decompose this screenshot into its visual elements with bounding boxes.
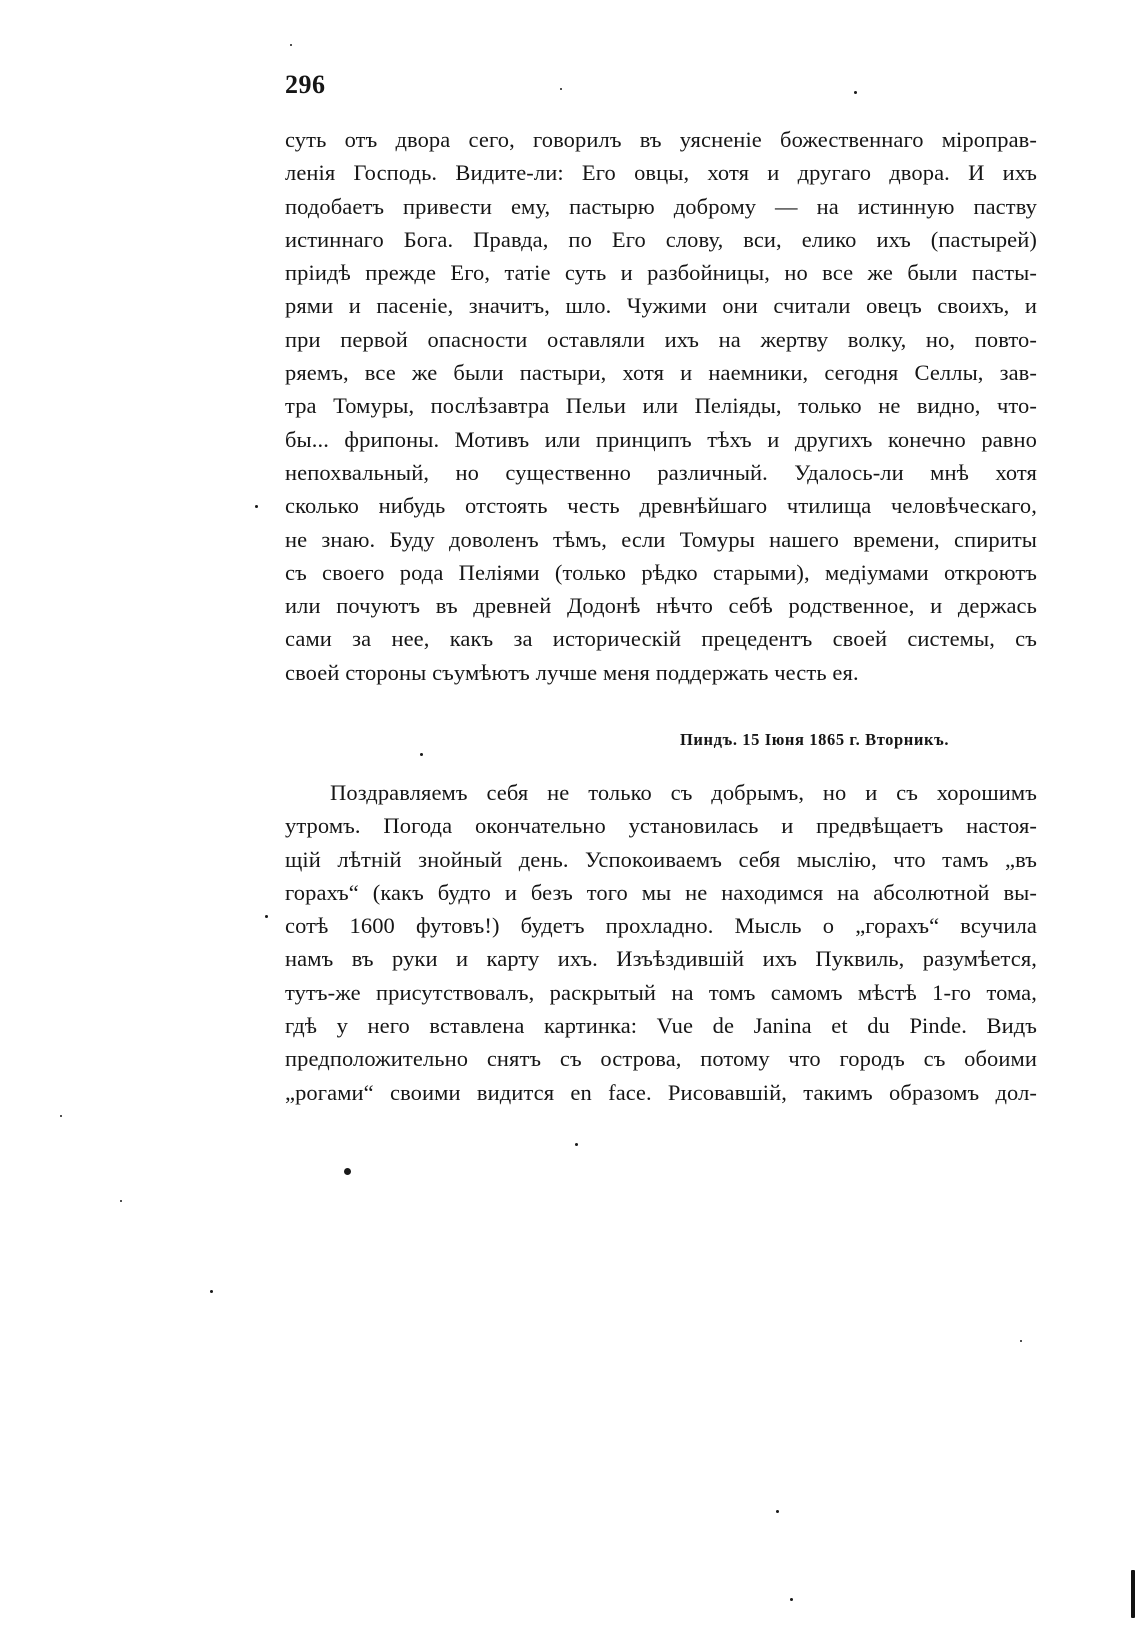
text-line: предположительно снятъ съ острова, потому что городъ съ обоими xyxy=(285,1046,1037,1072)
scan-speck xyxy=(120,1200,122,1202)
text-line: гдѣ у него вставлена картинка: Vue de Janina et du Pinde. Видъ xyxy=(285,1013,1037,1039)
scan-speck xyxy=(854,91,857,94)
text-line: сами за нее, какъ за историческій прецедентъ своей системы, съ xyxy=(285,626,1037,652)
text-line: намъ въ руки и карту ихъ. Изъѣздившій ихъ Пуквиль, разумѣется, xyxy=(285,946,1037,972)
text-line: съ своего рода Пеліями (только рѣдко старыми), медіумами откроютъ xyxy=(285,559,1037,585)
text-line: сотѣ 1600 футовъ!) будетъ прохладно. Мысль о „горахъ“ всучила xyxy=(285,913,1037,939)
scan-speck xyxy=(575,1143,578,1146)
text-line: ленія Господь. Видите-ли: Его овцы, хотя и другаго двора. И ихъ xyxy=(285,160,1037,186)
text-line: подобаетъ привести ему, пастырю доброму — на истинную паству xyxy=(285,193,1037,219)
text-line: ряемъ, все же были пастыри, хотя и наемники, сегодня Селлы, зав- xyxy=(285,360,1037,386)
text-line: утромъ. Погода окончательно установилась и предвѣщаетъ настоя- xyxy=(285,813,1037,839)
scan-speck xyxy=(265,915,268,918)
scan-speck xyxy=(210,1290,213,1293)
scan-speck xyxy=(290,44,292,46)
text-line: щій лѣтній знойный день. Успокоиваемъ себя мыслію, что тамъ „въ xyxy=(285,846,1037,872)
scan-edge-mark xyxy=(1131,1570,1135,1618)
text-line: истиннаго Бога. Правда, по Его слову, вси, елико ихъ (пастырей) xyxy=(285,226,1037,252)
text-line: суть отъ двора сего, говорилъ въ уясненіе божественнаго міроправ- xyxy=(285,127,1037,152)
scan-speck xyxy=(420,753,423,756)
scan-speck xyxy=(255,505,258,508)
text-line: бы... фрипоны. Мотивъ или принципъ тѣхъ и другихъ конечно равно xyxy=(285,426,1037,452)
scan-speck xyxy=(776,1510,779,1513)
scan-speck xyxy=(790,1598,793,1601)
text-line: своей стороны съумѣютъ лучше меня поддержать честь ея. xyxy=(285,659,859,685)
text-line: рями и пасеніе, значитъ, шло. Чужими они считали овецъ своихъ, и xyxy=(285,293,1037,319)
scan-speck xyxy=(1020,1340,1022,1342)
text-line: тутъ-же присутствовалъ, раскрытый на томъ самомъ мѣстѣ 1-го тома, xyxy=(285,979,1037,1005)
paragraph-2 xyxy=(285,776,1037,1109)
scan-speck xyxy=(560,88,562,90)
text-line: непохвальный, но существенно различный. Удалось-ли мнѣ хотя xyxy=(285,459,1037,485)
scan-speck xyxy=(60,1115,62,1117)
dateline: Пиндъ. 15 Іюня 1865 г. Вторникъ. xyxy=(680,730,950,749)
page-number: 296 xyxy=(285,70,326,99)
text-line: „рогами“ своими видится en face. Рисовавшій, такимъ образомъ дол- xyxy=(285,1079,1037,1105)
text-line: сколько нибудь отстоять честь древнѣйшаго чтилища человѣческаго, xyxy=(285,493,1037,519)
text-line: пріидѣ прежде Его, татіе суть и разбойницы, но все же были пасты- xyxy=(285,260,1037,286)
text-line: Поздравляемъ себя не только съ добрымъ, но и съ хорошимъ xyxy=(330,780,1037,805)
text-line: не знаю. Буду доволенъ тѣмъ, если Томуры нашего времени, спириты xyxy=(285,526,1037,552)
text-line: или почуютъ въ древней Додонѣ нѣчто себѣ родственное, и держась xyxy=(285,593,1037,619)
text-line: горахъ“ (какъ будто и безъ того мы не находимся на абсолютной вы- xyxy=(285,879,1037,905)
text-line: тра Томуры, послѣзавтра Пельи или Пеліяды, только не видно, что- xyxy=(285,393,1037,419)
text-line: при первой опасности оставляли ихъ на жертву волку, но, повто- xyxy=(285,326,1037,352)
paragraph-1 xyxy=(285,123,1037,689)
scan-speck xyxy=(344,1168,351,1175)
